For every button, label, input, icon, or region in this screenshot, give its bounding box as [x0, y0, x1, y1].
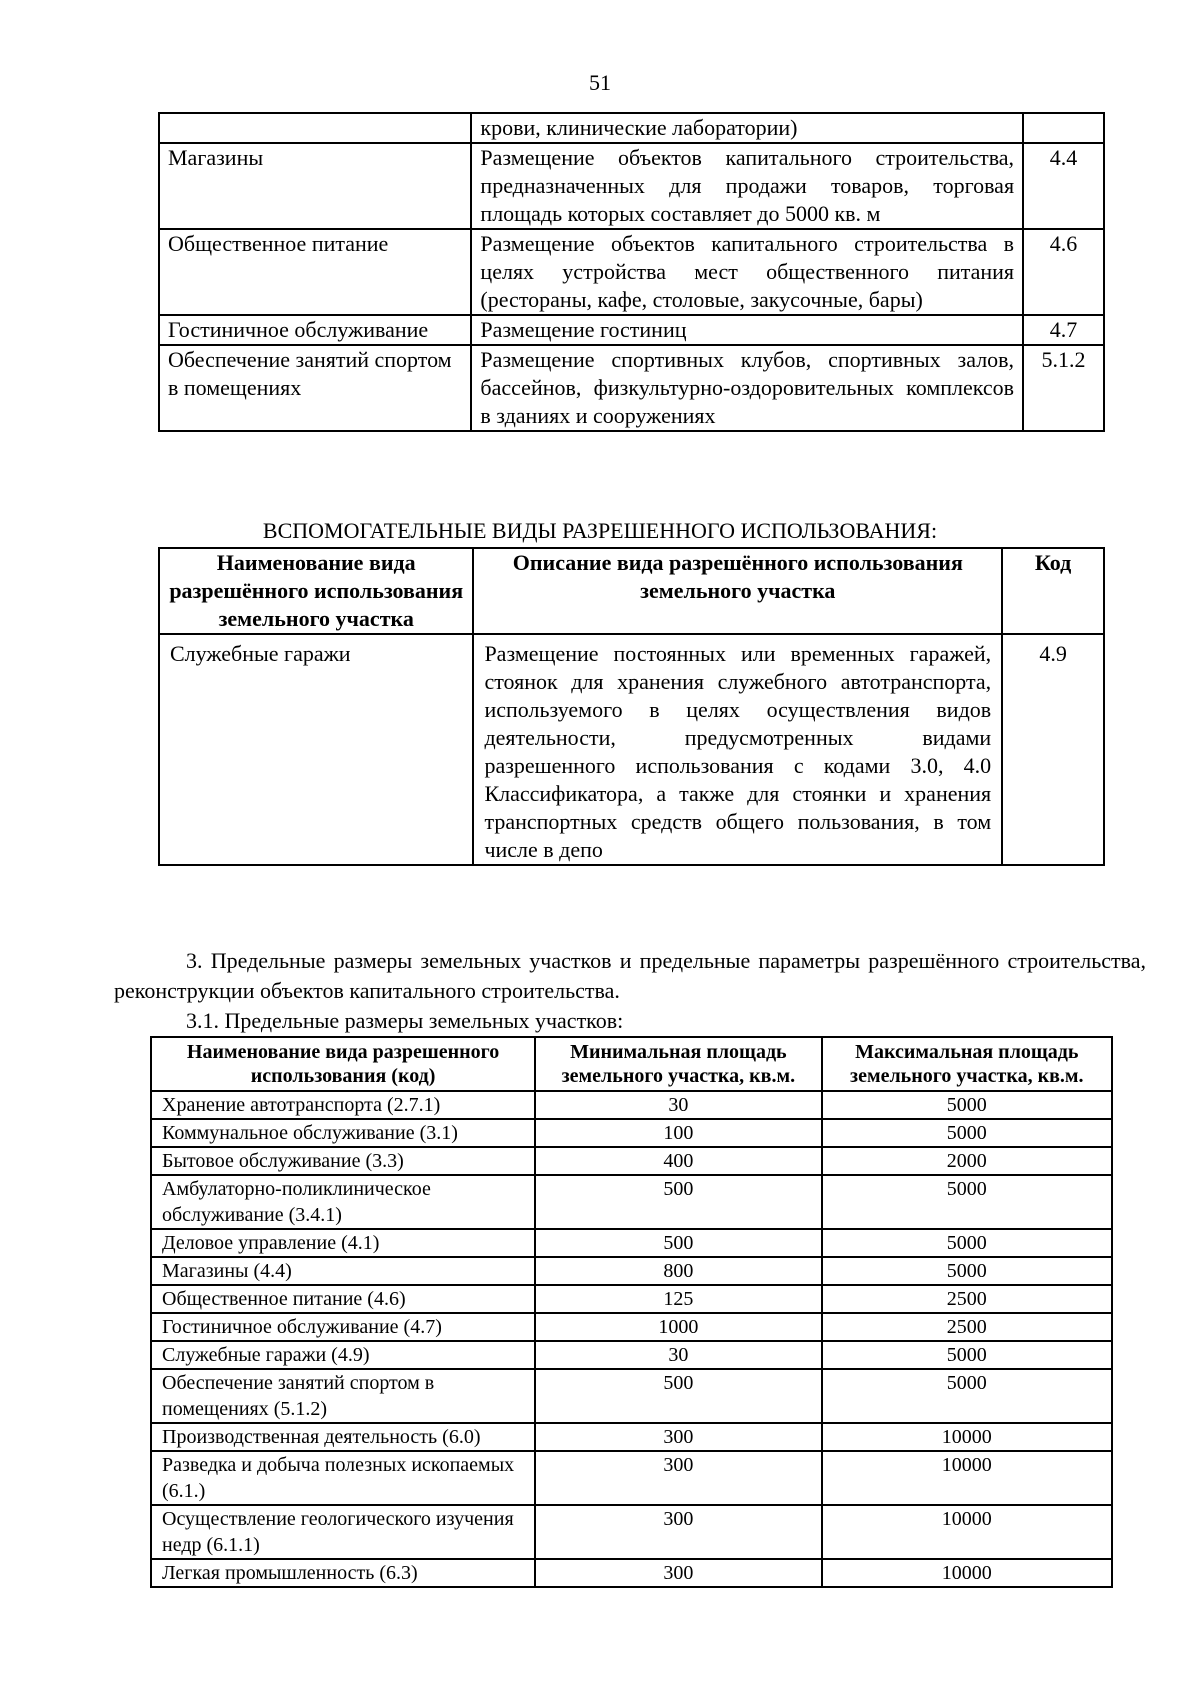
use-code-cell: [1023, 113, 1104, 143]
use-name-cell: Гостиничное обслуживание: [159, 315, 471, 345]
min-area-cell: 30: [535, 1091, 821, 1119]
use-name-cell: Производственная деятельность (6.0): [151, 1423, 535, 1451]
min-area-cell: 400: [535, 1147, 821, 1175]
max-area-cell: 2000: [822, 1147, 1112, 1175]
table-row: [151, 1559, 1112, 1587]
header-use-description: Описание вида разрешённого использования земельного участка: [473, 548, 1002, 634]
section-3-1-paragraph: 3.1. Предельные размеры земельных участков:: [186, 1008, 624, 1033]
min-area-cell: 300: [535, 1505, 821, 1559]
use-name-cell: Магазины: [159, 143, 471, 229]
use-name-cell: Хранение автотранспорта (2.7.1): [151, 1091, 535, 1119]
header-use-name: Наименование вида разрешённого использования земельного участка: [159, 548, 473, 634]
use-name-cell: Общественное питание: [159, 229, 471, 315]
use-description-cell: Размещение спортивных клубов, спортивных залов, бассейнов, физкультурно-оздоровительных комплексов в зданиях и сооружениях: [471, 345, 1023, 431]
max-area-cell: 5000: [822, 1119, 1112, 1147]
use-code-cell: 4.7: [1023, 315, 1104, 345]
use-description-cell: Размещение объектов капитального строительства в целях устройства мест общественного питания (рестораны, кафе, столовые, закусочные, бары): [471, 229, 1023, 315]
table-row: [151, 1091, 1112, 1119]
table-row: [159, 315, 1104, 345]
max-area-cell: 2500: [822, 1285, 1112, 1313]
table-row: [159, 345, 1104, 431]
table-row: [151, 1285, 1112, 1313]
table-row: [159, 229, 1104, 315]
use-name-cell: Деловое управление (4.1): [151, 1229, 535, 1257]
table-row: [151, 1505, 1112, 1559]
use-name-cell: Гостиничное обслуживание (4.7): [151, 1313, 535, 1341]
min-area-cell: 300: [535, 1559, 821, 1587]
use-name-cell: Осуществление геологического изучения недр (6.1.1): [151, 1505, 535, 1559]
table-header-row: [159, 548, 1104, 634]
table-row: [151, 1369, 1112, 1423]
use-name-cell: Общественное питание (4.6): [151, 1285, 535, 1313]
table-row: [151, 1229, 1112, 1257]
header-min-area: Минимальная площадь земельного участка, кв.м.: [535, 1037, 821, 1091]
max-area-cell: 10000: [822, 1423, 1112, 1451]
use-description-cell: Размещение гостиниц: [471, 315, 1023, 345]
min-area-cell: 125: [535, 1285, 821, 1313]
min-area-cell: 300: [535, 1451, 821, 1505]
table-row: [151, 1451, 1112, 1505]
min-area-cell: 500: [535, 1175, 821, 1229]
max-area-cell: 5000: [822, 1229, 1112, 1257]
min-area-cell: 30: [535, 1341, 821, 1369]
max-area-cell: 10000: [822, 1505, 1112, 1559]
use-name-cell: Коммунальное обслуживание (3.1): [151, 1119, 535, 1147]
use-name-cell: Служебные гаражи: [159, 634, 473, 865]
table-row: [159, 634, 1104, 865]
table-row: [151, 1175, 1112, 1229]
table-row: [151, 1423, 1112, 1451]
max-area-cell: 2500: [822, 1313, 1112, 1341]
use-name-cell: [159, 113, 471, 143]
table-row: [151, 1313, 1112, 1341]
use-name-cell: Бытовое обслуживание (3.3): [151, 1147, 535, 1175]
auxiliary-uses-heading: ВСПОМОГАТЕЛЬНЫЕ ВИДЫ РАЗРЕШЕННОГО ИСПОЛЬЗОВАНИЯ:: [262, 518, 938, 543]
max-area-cell: 5000: [822, 1175, 1112, 1229]
use-name-cell: Легкая промышленность (6.3): [151, 1559, 535, 1587]
header-code: Код: [1002, 548, 1104, 634]
min-area-cell: 100: [535, 1119, 821, 1147]
use-code-cell: 4.9: [1002, 634, 1104, 865]
max-area-cell: 5000: [822, 1091, 1112, 1119]
auxiliary-uses-table: [158, 547, 1105, 866]
use-description-cell: Размещение объектов капитального строительства, предназначенных для продажи товаров, торговая площадь которых составляет до 5000 кв. м: [471, 143, 1023, 229]
min-area-cell: 1000: [535, 1313, 821, 1341]
max-area-cell: 5000: [822, 1369, 1112, 1423]
use-name-cell: Обеспечение занятий спортом в помещениях (5.1.2): [151, 1369, 535, 1423]
header-use-name-code: Наименование вида разрешенного использования (код): [151, 1037, 535, 1091]
table-row: [159, 143, 1104, 229]
use-name-cell: Обеспечение занятий спортом в помещениях: [159, 345, 471, 431]
permitted-use-table-continuation: [158, 112, 1105, 432]
use-name-cell: Разведка и добыча полезных ископаемых (6.1.): [151, 1451, 535, 1505]
max-area-cell: 5000: [822, 1341, 1112, 1369]
min-area-cell: 800: [535, 1257, 821, 1285]
min-area-cell: 500: [535, 1369, 821, 1423]
min-area-cell: 300: [535, 1423, 821, 1451]
table-row: [151, 1341, 1112, 1369]
use-name-cell: Служебные гаражи (4.9): [151, 1341, 535, 1369]
header-max-area: Максимальная площадь земельного участка, кв.м.: [822, 1037, 1112, 1091]
section-3-paragraph: 3. Предельные размеры земельных участков и предельные параметры разрешённого строительства, реконструкции объектов капитального строительства.: [114, 948, 1146, 1003]
use-code-cell: 5.1.2: [1023, 345, 1104, 431]
table-header-row: [151, 1037, 1112, 1091]
use-description-cell: Размещение постоянных или временных гаражей, стоянок для хранения служебного автотранспорта, используемого в целях осуществления видов деятельности, предусмотренных видами разрешенного использования с кодами 3.0, 4.0 Классификатора, а также для стоянки и хранения транспортных средств общего пользования, в том числе в депо: [473, 634, 1002, 865]
max-area-cell: 5000: [822, 1257, 1112, 1285]
max-area-cell: 10000: [822, 1559, 1112, 1587]
use-code-cell: 4.4: [1023, 143, 1104, 229]
table-row: [151, 1119, 1112, 1147]
min-area-cell: 500: [535, 1229, 821, 1257]
plot-size-limits-table: [150, 1036, 1113, 1588]
page-number: 51: [589, 70, 611, 95]
max-area-cell: 10000: [822, 1451, 1112, 1505]
table-row: [151, 1147, 1112, 1175]
use-code-cell: 4.6: [1023, 229, 1104, 315]
table-row: [159, 113, 1104, 143]
use-description-cell: крови, клинические лаборатории): [471, 113, 1023, 143]
table-row: [151, 1257, 1112, 1285]
use-name-cell: Магазины (4.4): [151, 1257, 535, 1285]
use-name-cell: Амбулаторно-поликлиническое обслуживание (3.4.1): [151, 1175, 535, 1229]
